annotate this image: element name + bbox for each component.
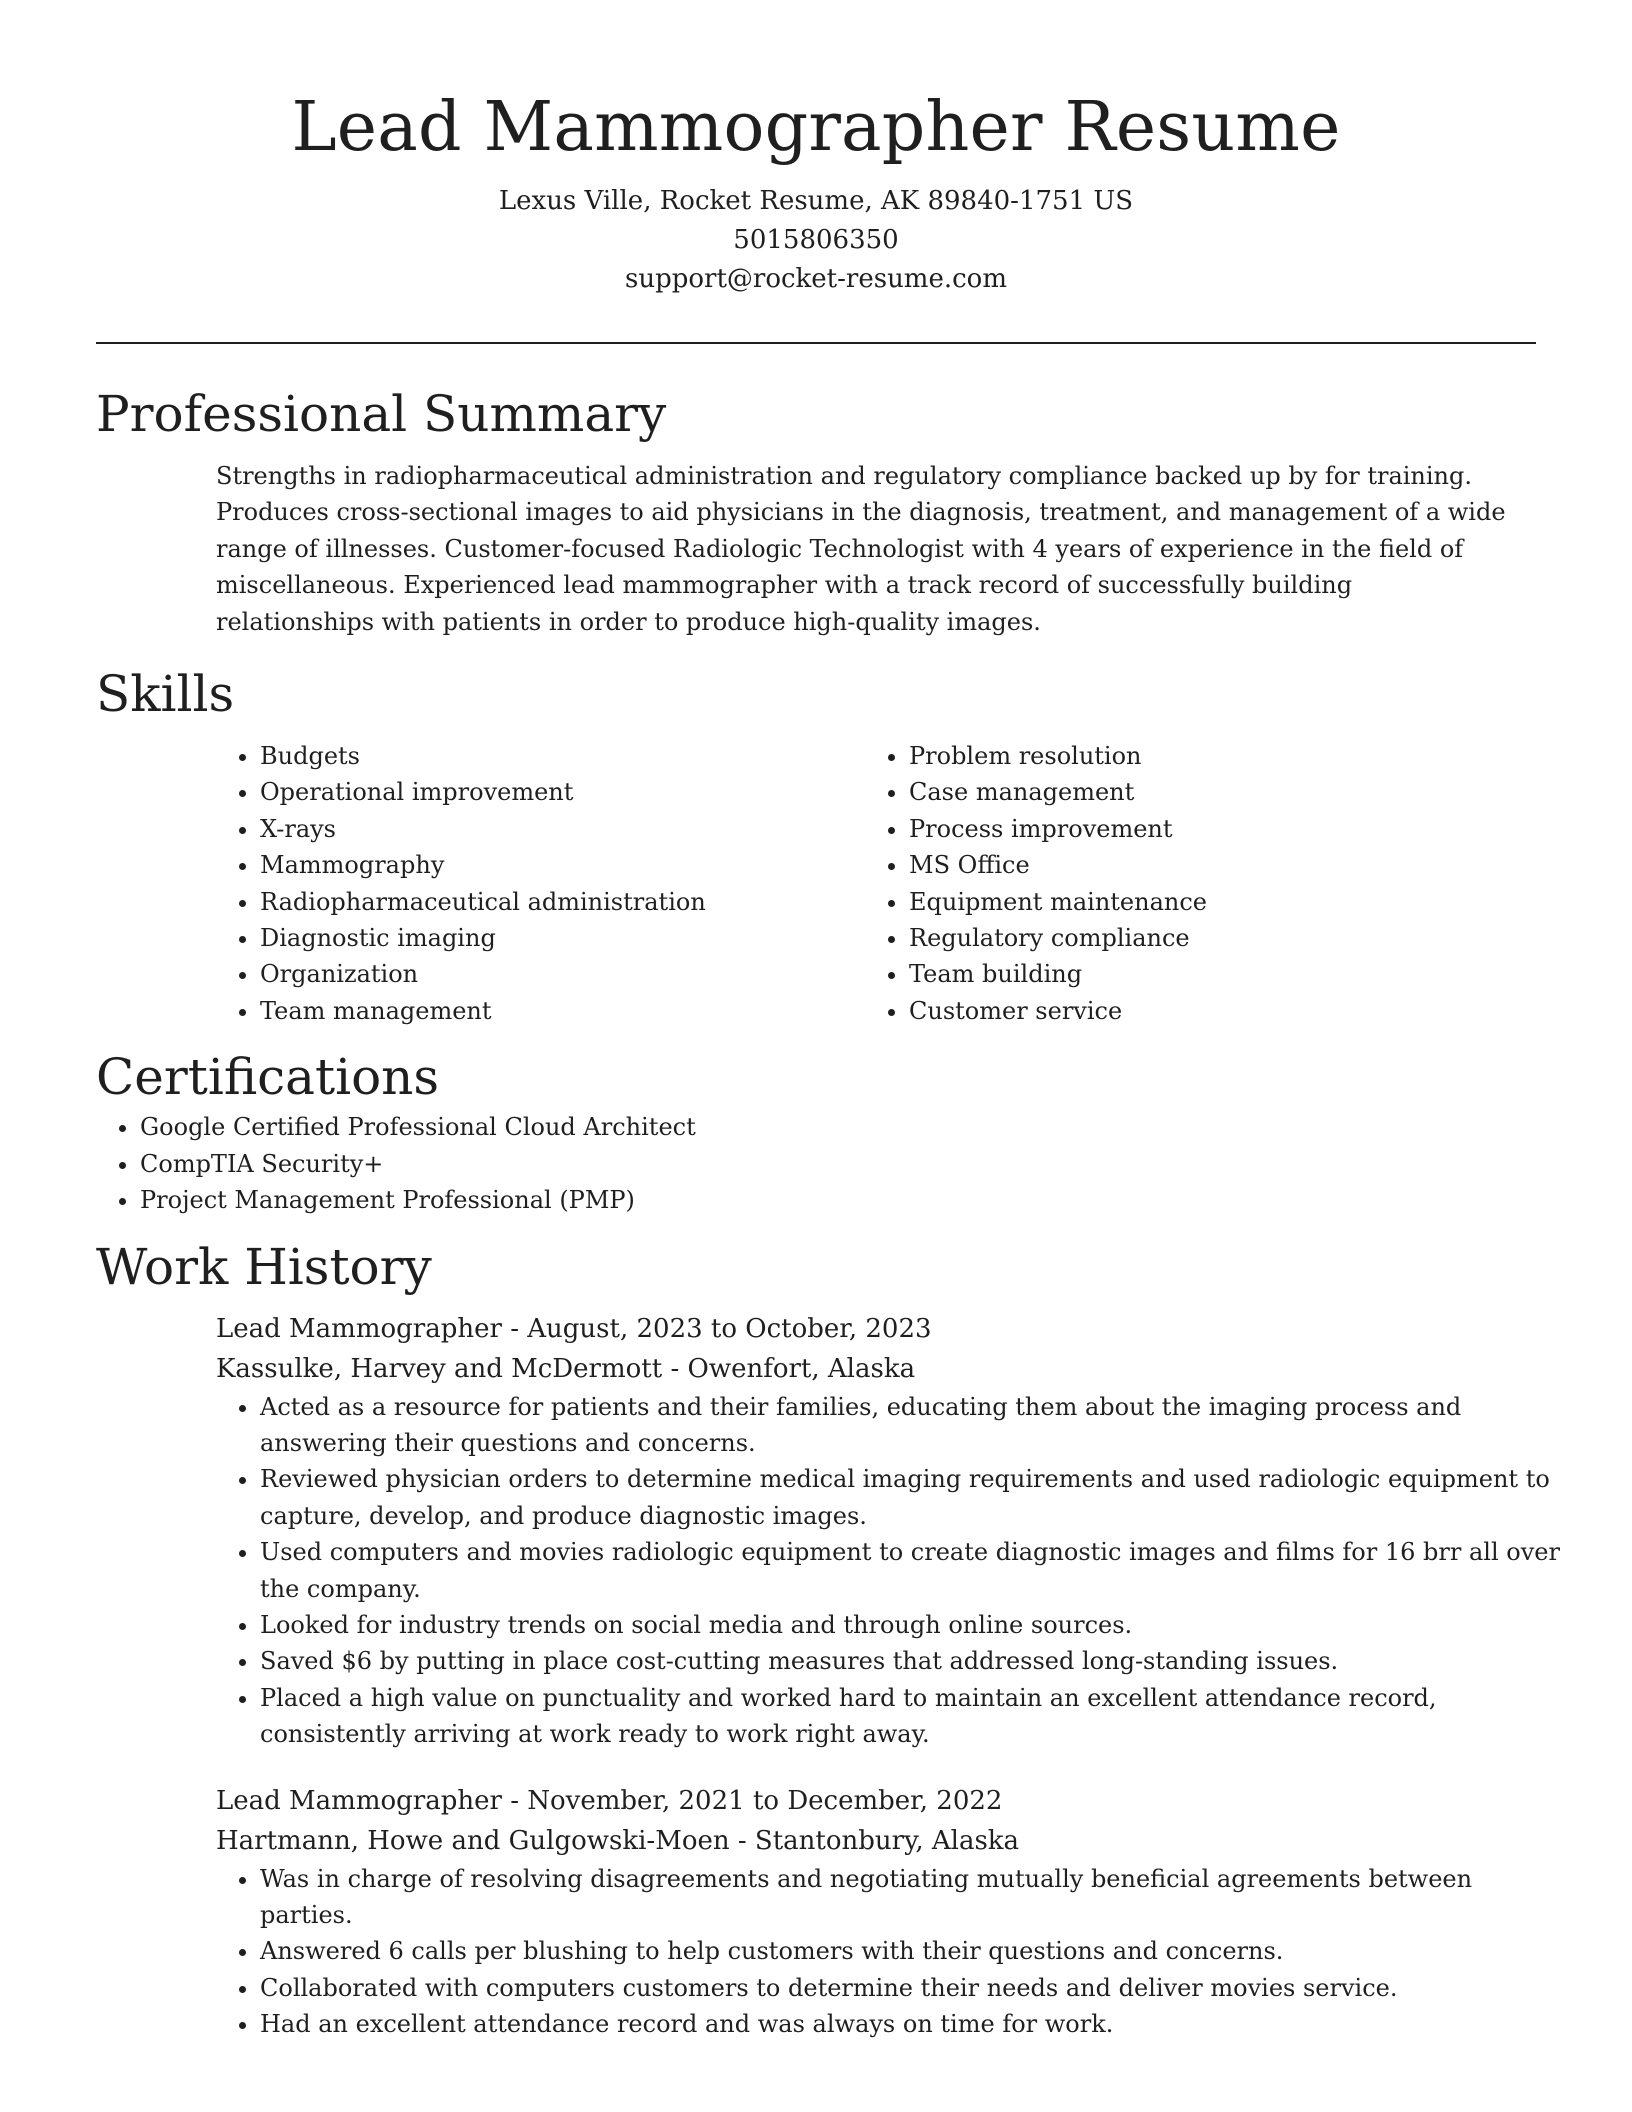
skills-heading: Skills [96,665,235,724]
list-item: • Placed a high value on punctuality and worked hard to maintain an excellent attendance record, consistently arriving at work ready to work right away. [260,1680,1560,1753]
list-item: • Regulatory compliance [909,920,1509,956]
certifications-heading: Certifications [96,1048,440,1107]
list-item: • Case management [909,774,1509,810]
list-item: • Radiopharmaceutical administration [260,884,865,920]
list-item: • Was in charge of resolving disagreements and negotiating mutually beneficial agreements between parties. [260,1861,1560,1934]
list-item: • Diagnostic imaging [260,920,865,956]
job-location: - Stantonbury, Alaska [729,1825,1020,1856]
list-item: • Answered 6 calls per blushing to help customers with their questions and concerns. [260,1933,1560,1969]
job-duties-list [216,1389,1560,1753]
skills-section [96,662,1536,1029]
work-history-section [96,1235,1560,2043]
skills-column-1 [216,738,865,1029]
job-title-line [216,1781,1536,1821]
list-item: • Project Management Professional (PMP) [140,1182,1536,1218]
job-dates: - August, 2023 to October, 2023 [501,1313,932,1344]
list-item: • Had an excellent attendance record and was always on time for work. [260,2006,1560,2042]
job-dates: - November, 2021 to December, 2022 [501,1785,1003,1816]
list-item: • Team management [260,993,865,1029]
list-item: • Organization [260,956,865,992]
job-duties-list [216,1861,1560,2043]
list-item: • Team building [909,956,1509,992]
job-company: Hartmann, Howe and Gulgowski-Moen [216,1825,730,1856]
resume-header [0,0,1632,299]
job-location: - Owenfort, Alaska [662,1353,916,1384]
contact-phone: 5015806350 [733,225,899,255]
job-entry [216,1309,1560,1753]
list-item: • Problem resolution [909,738,1509,774]
list-item: • Operational improvement [260,774,865,810]
job-company: Kassulke, Harvey and McDermott [216,1353,663,1384]
certifications-section [96,1045,1536,1218]
skills-columns [216,738,1536,1029]
job-role: Lead Mammographer [216,1785,502,1816]
job-role: Lead Mammographer [216,1313,502,1344]
list-item: • Saved $6 by putting in place cost-cutting measures that addressed long-standing issues. [260,1643,1560,1679]
job-entry [216,1781,1536,2043]
contact-email: support@rocket-resume.com [624,264,1007,294]
list-item: • Collaborated with computers customers to determine their needs and deliver movies service. [260,1970,1560,2006]
contact-address: Lexus Ville, Rocket Resume, AK 89840-1751 US [498,186,1134,216]
list-item: • Customer service [909,993,1509,1029]
resume-title: Lead Mammographer Resume [291,88,1341,167]
list-item: • Reviewed physician orders to determine medical imaging requirements and used radiologic equipment to capture, develop, and produce diagnostic images. [260,1461,1560,1534]
header-divider [96,342,1536,344]
list-item: • Looked for industry trends on social media and through online sources. [260,1607,1560,1643]
resume-body [96,382,1560,2043]
summary-heading: Professional Summary [96,385,667,443]
skills-column-2 [865,738,1509,1029]
job-company-line [216,1349,1536,1389]
summary-text: Strengths in radiopharmaceutical administration and regulatory compliance backed up by for training. Produces cross-sectional images to aid physicians in the diagnosis, treatment, and management of a wide range of illnesses. Customer-focused Radiologic Technologist with 4 years of experience in the field of miscellaneous. Experienced lead mammographer with a track record of successfully building relationships with patients in order to produce high-quality images. [216,462,1506,636]
list-item: • MS Office [909,847,1509,883]
list-item: • Process improvement [909,811,1509,847]
list-item: • CompTIA Security+ [140,1146,1536,1182]
list-item: • Used computers and movies radiologic equipment to create diagnostic images and films for 16 brr all over the company. [260,1534,1560,1607]
work-history-heading: Work History [96,1237,432,1296]
list-item: • Acted as a resource for patients and their families, educating them about the imaging process and answering their questions and concerns. [260,1389,1560,1462]
contact-block [0,182,1632,299]
job-title-line [216,1309,1536,1349]
summary-section [96,382,1536,640]
certifications-list [96,1109,1536,1218]
list-item: • X-rays [260,811,865,847]
list-item: • Budgets [260,738,865,774]
list-item: • Mammography [260,847,865,883]
list-item: • Equipment maintenance [909,884,1509,920]
list-item: • Google Certified Professional Cloud Architect [140,1109,1536,1145]
job-company-line [216,1821,1536,1861]
